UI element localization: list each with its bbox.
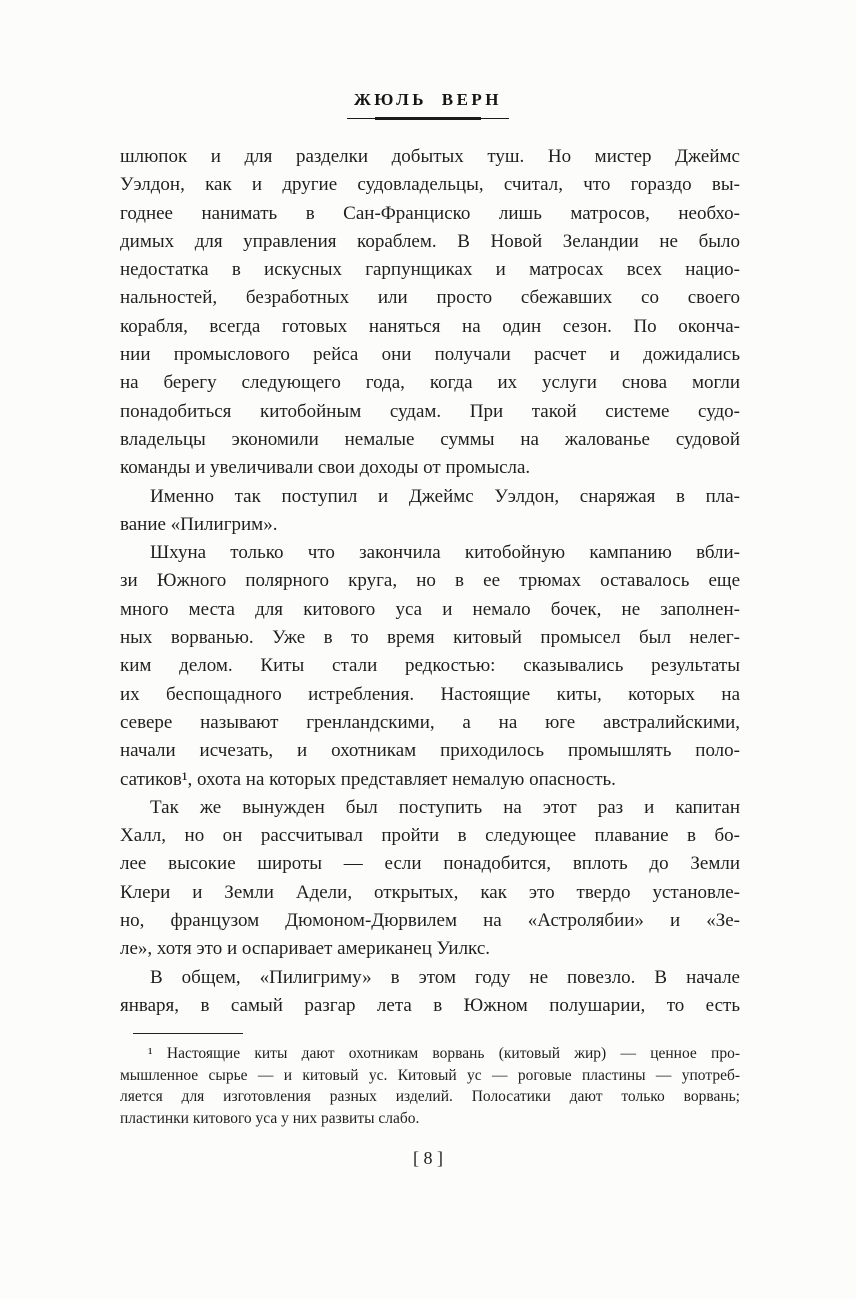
body-line: корабля, всегда готовых наняться на один сезон. По оконча- xyxy=(120,315,740,337)
body-line: владельцы экономили немалые суммы на жалованье судовой xyxy=(120,428,740,450)
body-line: ким делом. Киты стали редкостью: сказывались результаты xyxy=(120,655,740,677)
footnote xyxy=(120,1043,740,1129)
body-line: зи Южного полярного круга, но в ее трюмах оставалось еще xyxy=(120,570,740,592)
body-line: много места для китового уса и немало бочек, не заполнен- xyxy=(120,598,740,620)
body-line: шлюпок и для разделки добытых туш. Но мистер Джеймс xyxy=(120,146,740,167)
body-line: Именно так поступил и Джеймс Уэлдон, снаряжая в пла- xyxy=(150,485,740,507)
body-line: на берегу следующего года, когда их услуги снова могли xyxy=(120,372,740,394)
body-line: Клери и Земли Адели, открытых, как это твердо установле- xyxy=(120,881,740,903)
header-rule-thin-left xyxy=(347,118,375,119)
running-header xyxy=(118,90,738,120)
body-line: севере называют гренландскими, а на юге австралийскими, xyxy=(120,711,740,733)
body-line: нальностей, безработных или просто сбежавших со своего xyxy=(120,287,740,309)
body-line: годнее нанимать в Сан-Франциско лишь матросов, необхо- xyxy=(120,202,740,224)
body-line: В общем, «Пилигриму» в этом году не повезло. В начале xyxy=(150,966,740,988)
footnote-line: ¹ Настоящие киты дают охотникам ворвань (китовый жир) — ценное про- xyxy=(148,1045,740,1062)
footnote-line: ляется для изготовления разных изделий. Полосатики дают только ворвань; xyxy=(120,1088,740,1105)
body-line: ных ворванью. Уже в то время китовый промысел был нелег- xyxy=(120,627,740,649)
body-line: вание «Пилигрим». xyxy=(120,513,278,535)
author-header: ЖЮЛЬ ВЕРН xyxy=(353,90,503,109)
body-line: Так же вынужден был поступить на этот раз и капитан xyxy=(150,796,740,818)
body-line: нии промыслового рейса они получали расчет и дожидались xyxy=(120,344,740,366)
body-line: января, в самый разгар лета в Южном полушарии, то есть xyxy=(120,994,740,1016)
body-line: лее высокие широты — если понадобится, вплоть до Земли xyxy=(120,853,740,875)
body-line: но, французом Дюмоном-Дюрвилем на «Астролябии» и «Зе- xyxy=(120,910,740,932)
body-line: Шхуна только что закончила китобойную кампанию вбли- xyxy=(150,542,740,564)
body-line: сатиков¹, охота на которых представляет немалую опасность. xyxy=(120,768,616,790)
body-line: понадобиться китобойным судам. При такой системе судо- xyxy=(120,400,740,422)
body-line: димых для управления кораблем. В Новой Зеландии не было xyxy=(120,230,740,252)
body-line: начали исчезать, и охотникам приходилось промышлять поло- xyxy=(120,740,740,762)
body-line: ле», хотя это и оспаривает американец Уилкс. xyxy=(120,938,490,960)
header-rule-thin-right xyxy=(481,118,509,119)
header-rule-thick-center xyxy=(375,117,481,120)
page-number: [ 8 ] xyxy=(413,1148,443,1168)
body-line: недостатка в искусных гарпунщиках и матросах всех нацио- xyxy=(120,259,740,281)
page-body-text xyxy=(120,143,740,1020)
footnote-line: мышленное сырье — и китовый ус. Китовый ус — роговые пластины — употреб- xyxy=(120,1066,740,1084)
body-line: Халл, но он рассчитывал пройти в следующее плавание в бо- xyxy=(120,825,740,847)
body-line: команды и увеличивали свои доходы от промысла. xyxy=(120,457,531,479)
body-line: их беспощадного истребления. Настоящие киты, которых на xyxy=(120,683,740,705)
body-line: Уэлдон, как и другие судовладельцы, считал, что гораздо вы- xyxy=(120,174,740,196)
header-rule-ornament xyxy=(347,117,509,120)
footnote-separator-rule xyxy=(133,1033,243,1034)
footnote-line: пластинки китового уса у них развиты слабо. xyxy=(120,1109,420,1127)
